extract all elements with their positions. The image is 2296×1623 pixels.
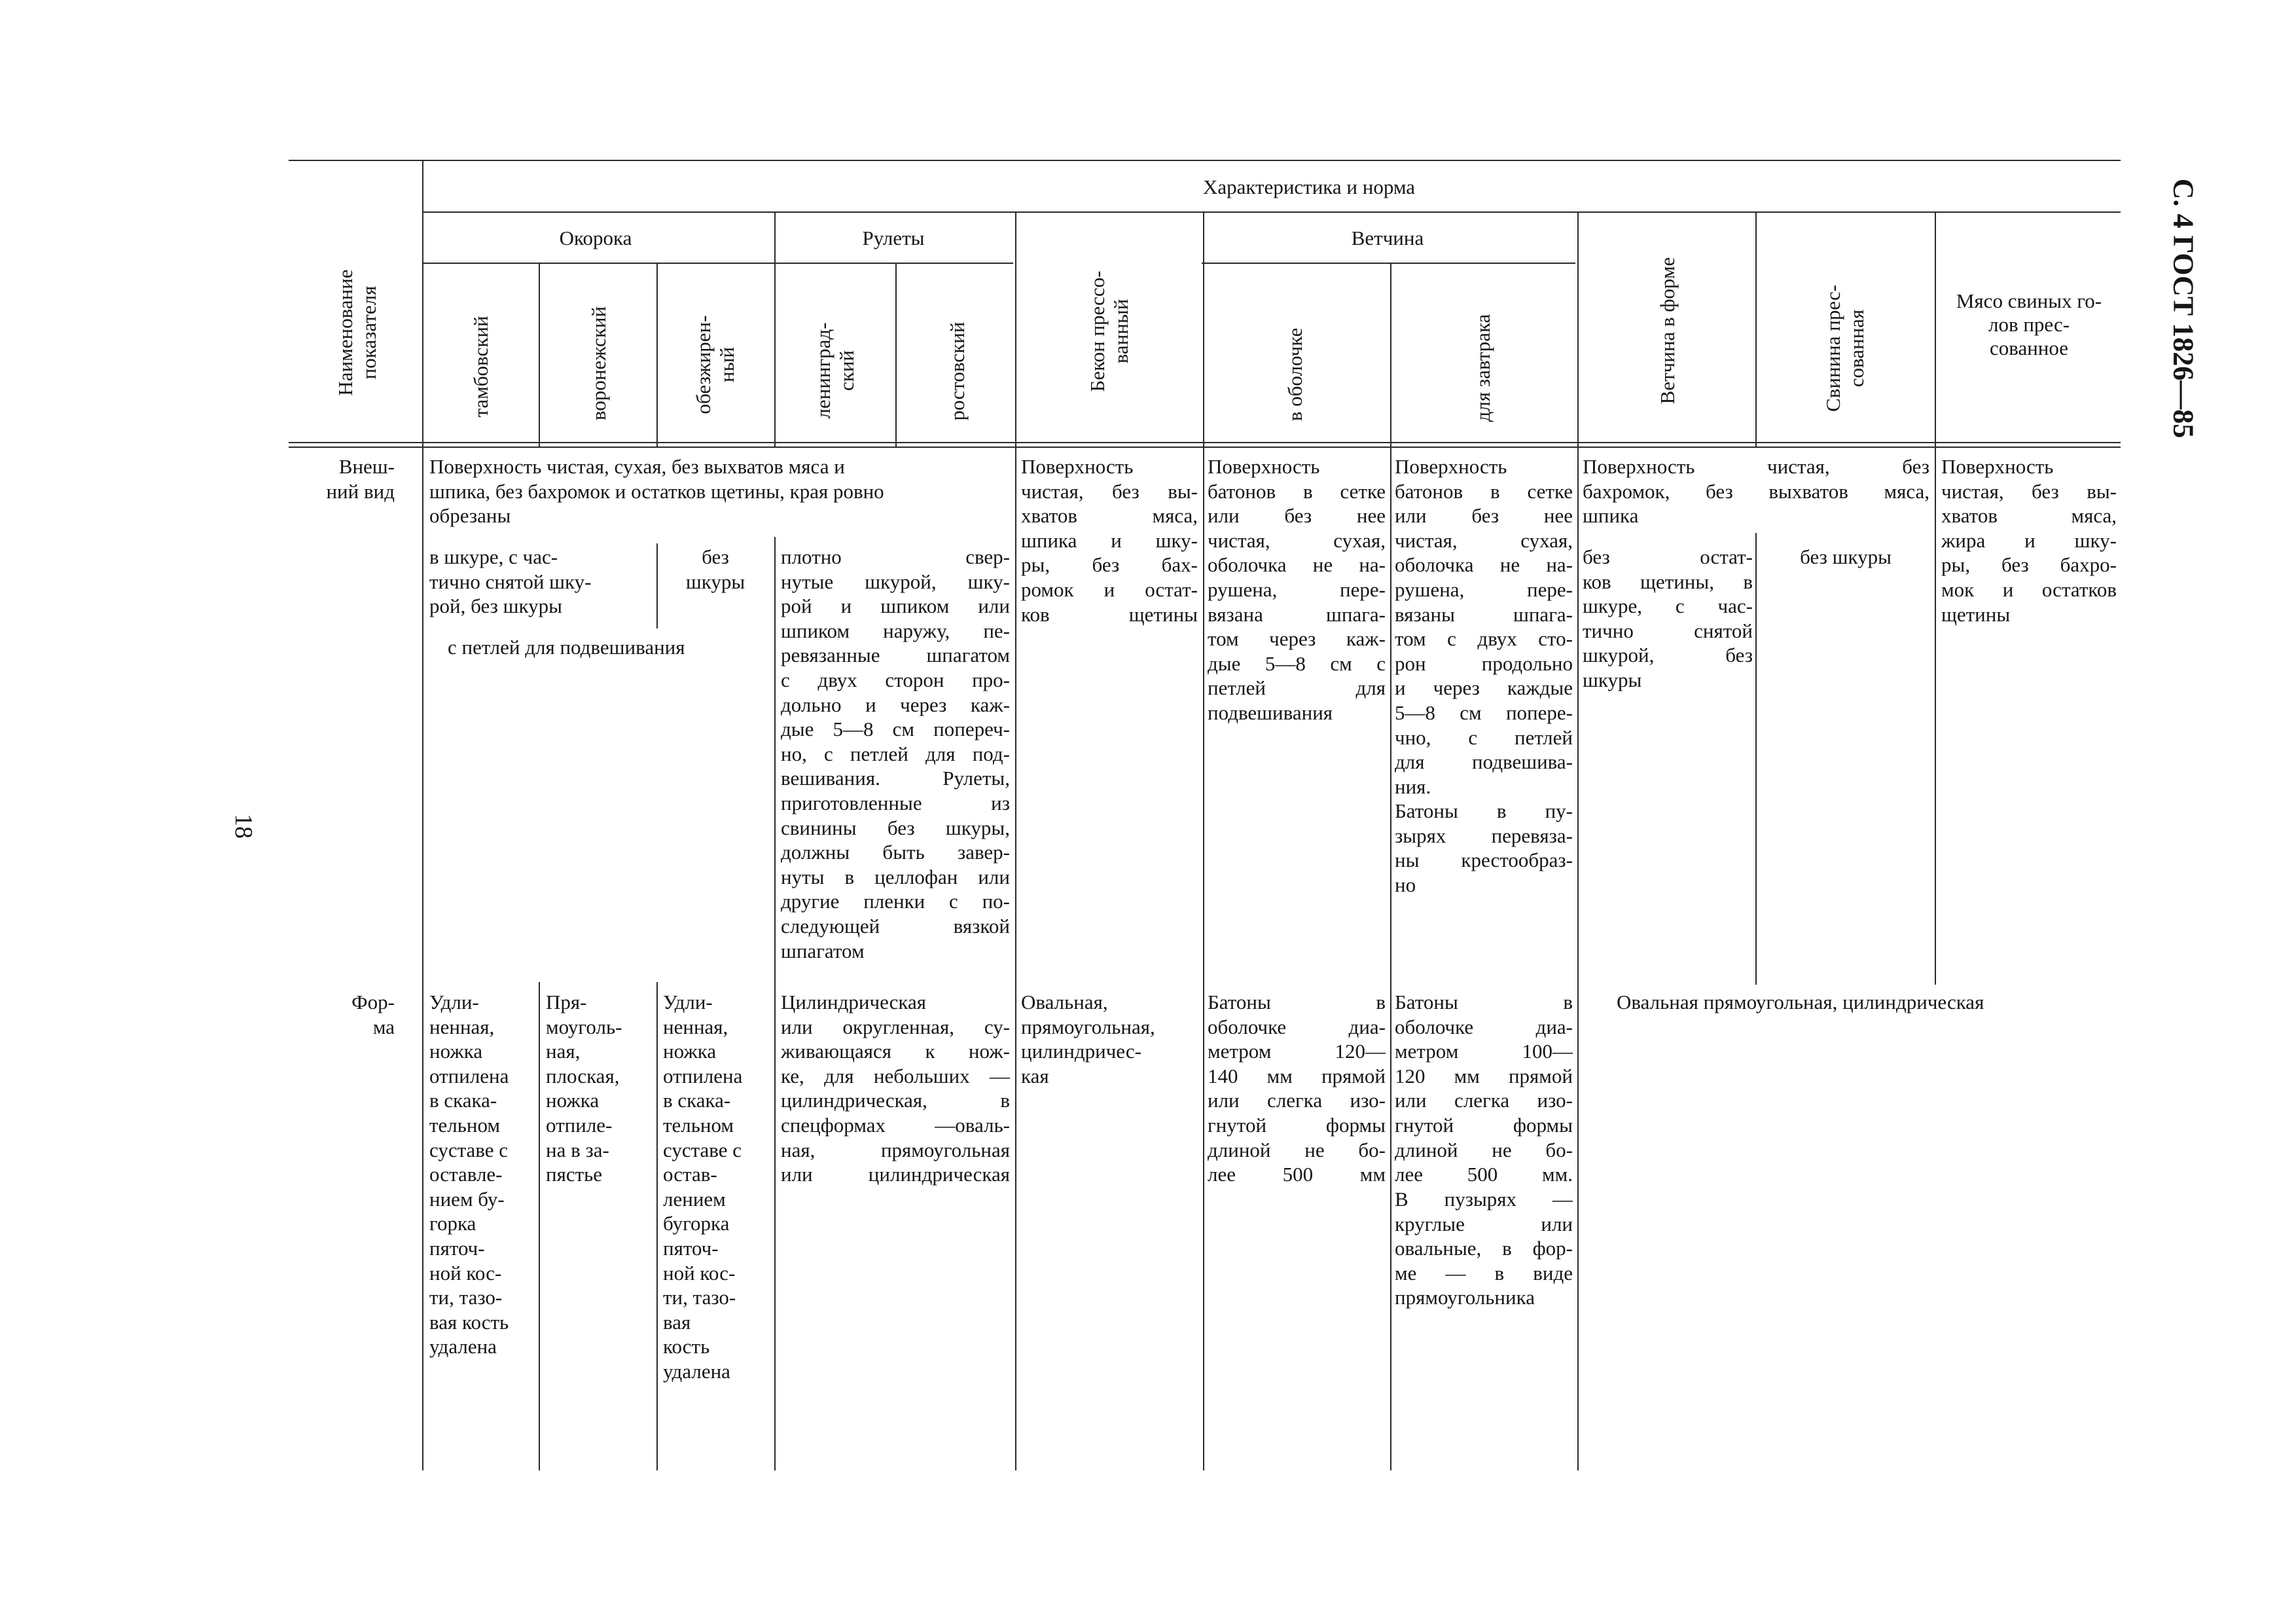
cell-okoroka-skin: в шкуре, с час- тично снятой шку- рой, без шкуры bbox=[429, 545, 592, 618]
header-indicator: Наименование показателя bbox=[334, 269, 380, 396]
cell-forma-span: Поверхность чистая, без бахромок, без выхватов мяса, шпика bbox=[1583, 455, 1929, 528]
cell-svinina: без шкуры bbox=[1800, 545, 1892, 568]
cell-rulety: плотно свер- нутые шкурой, шку- рой и шпиком или шпиком наружу, пе- ревязанные шпагатом с двух сторон про- дольно и через каж- дые 5—8 см попереч- но, с петлей для под- вешивания. Рулеты, приготовленные из свинины без шкуры, должны быть завер- нуты в целлофан или другие пленки с по- следующей вязкой шпагатом bbox=[781, 545, 1010, 962]
header-okoroka: Окорока bbox=[559, 227, 632, 249]
cell-obezzh-skin: без шкуры bbox=[685, 545, 745, 593]
header-bekon: Бекон прессо- ванный bbox=[1086, 270, 1132, 392]
vline-svinina-body bbox=[1755, 533, 1757, 985]
vline-voronezh-body bbox=[539, 982, 540, 1470]
cell-v-obolochke: Поверхность батонов в сетке или без нее чистая, сухая, оболочка не на- рушена, пере- вязана шпага- том через каж- дые 5—8 см с петлей для подвешивания bbox=[1208, 455, 1386, 724]
vline-vetchina bbox=[1203, 211, 1204, 1470]
cell-petlya: с петлей для подвешивания bbox=[448, 636, 685, 659]
vline-bekon bbox=[1015, 211, 1016, 1470]
row-label-vneshny: Внеш- ний вид bbox=[326, 455, 395, 503]
cell-forma-v-obolochke: Батоны в оболочке диа- метром 120— 140 мм прямой или слегка изо- гнутой формы длиной не бо- лее 500 мм bbox=[1208, 991, 1386, 1186]
vline-obezzh-body1 bbox=[656, 543, 658, 629]
cell-dlya-zavtraka: Поверхность батонов в сетке или без нее чистая, сухая, оболочка не на- рушена, пере- вязаны шпага- том с двух сто- рон продольно и через каждые 5—8 см попере- чно, с петлей для подвешива- ния. bbox=[1395, 455, 1573, 798]
cell-okoroka-span: Поверхность чистая, сухая, без выхватов мяса и шпика, без бахромок и остатков щетины, края ровно обрезаны bbox=[429, 455, 884, 528]
vline-voronezh-head bbox=[539, 263, 540, 447]
header-vetchina: Ветчина bbox=[1351, 227, 1424, 249]
group-rule-vetchina bbox=[1202, 263, 1575, 264]
header-voronezhsky: воронежский bbox=[587, 306, 610, 421]
cell-bekon: Поверхность чистая, без вы- хватов мяса, шпика и шку- ры, без бах- ромок и остат- ков щетины bbox=[1021, 455, 1198, 626]
char-rule bbox=[423, 211, 2121, 213]
cell-forma-voronezhsky: Пря- моуголь- ная, плоская, ножка отпиле- на в за- пястье bbox=[546, 991, 622, 1186]
header-obezzhirenny: обезжирен- ный bbox=[692, 315, 738, 414]
vline-svinina-head bbox=[1755, 211, 1757, 447]
cell-vetchina-v-forme: без остат- ков щетины, в шкуре, с час- тично снятой шкурой, без шкуры bbox=[1583, 545, 1753, 691]
group-rule-okoroka-rulety bbox=[423, 263, 1013, 264]
header-bottom-rule-2 bbox=[289, 447, 2121, 448]
vline-zavtrak bbox=[1390, 263, 1391, 1470]
cell-forma-obezzh: Удли- ненная, ножка отпилена в скака- тельном суставе с остав- лением бугорка пяточ- ной кос- ти, тазо- вая кость удалена bbox=[663, 991, 743, 1383]
page-number: 18 bbox=[230, 814, 257, 839]
vline-myaso-body bbox=[1935, 447, 1936, 985]
header-myaso: Мясо свиных го- лов прес- сованное bbox=[1956, 289, 2102, 359]
header-vetchina-v-forme: Ветчина в форме bbox=[1656, 257, 1679, 405]
cell-dlya-zavtraka-puzyr: Батоны в пу- зырях перевяза- ны крестообраз- но bbox=[1395, 799, 1573, 896]
row-label-forma: Фор- ма bbox=[351, 991, 395, 1038]
table-top-rule bbox=[289, 160, 2121, 161]
cell-forma-dlya-zavtraka: Батоны в оболочке диа- метром 100— 120 мм прямой или слегка изо- гнутой формы длиной не бо- лее 500 мм. bbox=[1395, 991, 1573, 1186]
vline-obezzh-body2 bbox=[656, 982, 658, 1470]
page-title: С. 4 ГОСТ 1826—85 bbox=[2167, 178, 2200, 439]
cell-forma-rulety: Цилиндрическая или округленная, су- живающаяся к нож- ке, для небольших — цилиндрическая, в спецформах —оваль- ная, прямоугольная или цилиндрическая bbox=[781, 991, 1010, 1186]
cell-forma-tambovsky: Удли- ненная, ножка отпилена в скака- тельном суставе с оставле- нием бу- горка пяточ- ной кос- ти, тазо- вая кость удалена bbox=[429, 991, 509, 1359]
header-rulety: Рулеты bbox=[862, 227, 925, 249]
vline-obezzh-head bbox=[656, 263, 658, 447]
header-dlya-zavtraka: для завтрака bbox=[1471, 314, 1494, 422]
vline-v-forme bbox=[1577, 211, 1579, 1470]
header-v-obolochke: в оболочке bbox=[1283, 327, 1306, 422]
header-rostovsky: ростовский bbox=[946, 321, 969, 421]
cell-forma-last-span: Овальная прямоугольная, цилиндрическая bbox=[1617, 991, 1984, 1013]
header-characteristic: Характеристика и норма bbox=[1202, 175, 1416, 198]
header-svinina: Свинина прес- сованная bbox=[1821, 285, 1868, 412]
cell-forma-dlya-zavtraka-puzyr: В пузырях — круглые или овальные, в фор- ме — в виде прямоугольника bbox=[1395, 1188, 1573, 1309]
cell-myaso: Поверхность чистая, без вы- хватов мяса, жира и шку- ры, без бахро- мок и остатков щетины bbox=[1941, 455, 2117, 626]
header-leningradsky: ленинград- ский bbox=[812, 322, 858, 419]
vline-rulety-body bbox=[774, 537, 776, 1470]
vline-indicator bbox=[422, 160, 423, 1470]
cell-forma-bekon: Овальная, прямоугольная, цилиндричес- кая bbox=[1021, 991, 1155, 1087]
vline-myaso-head bbox=[1935, 211, 1936, 447]
vline-rulety-head bbox=[774, 211, 776, 447]
vline-rostov-head bbox=[895, 263, 897, 447]
header-tambovsky: тамбовский bbox=[469, 316, 492, 418]
